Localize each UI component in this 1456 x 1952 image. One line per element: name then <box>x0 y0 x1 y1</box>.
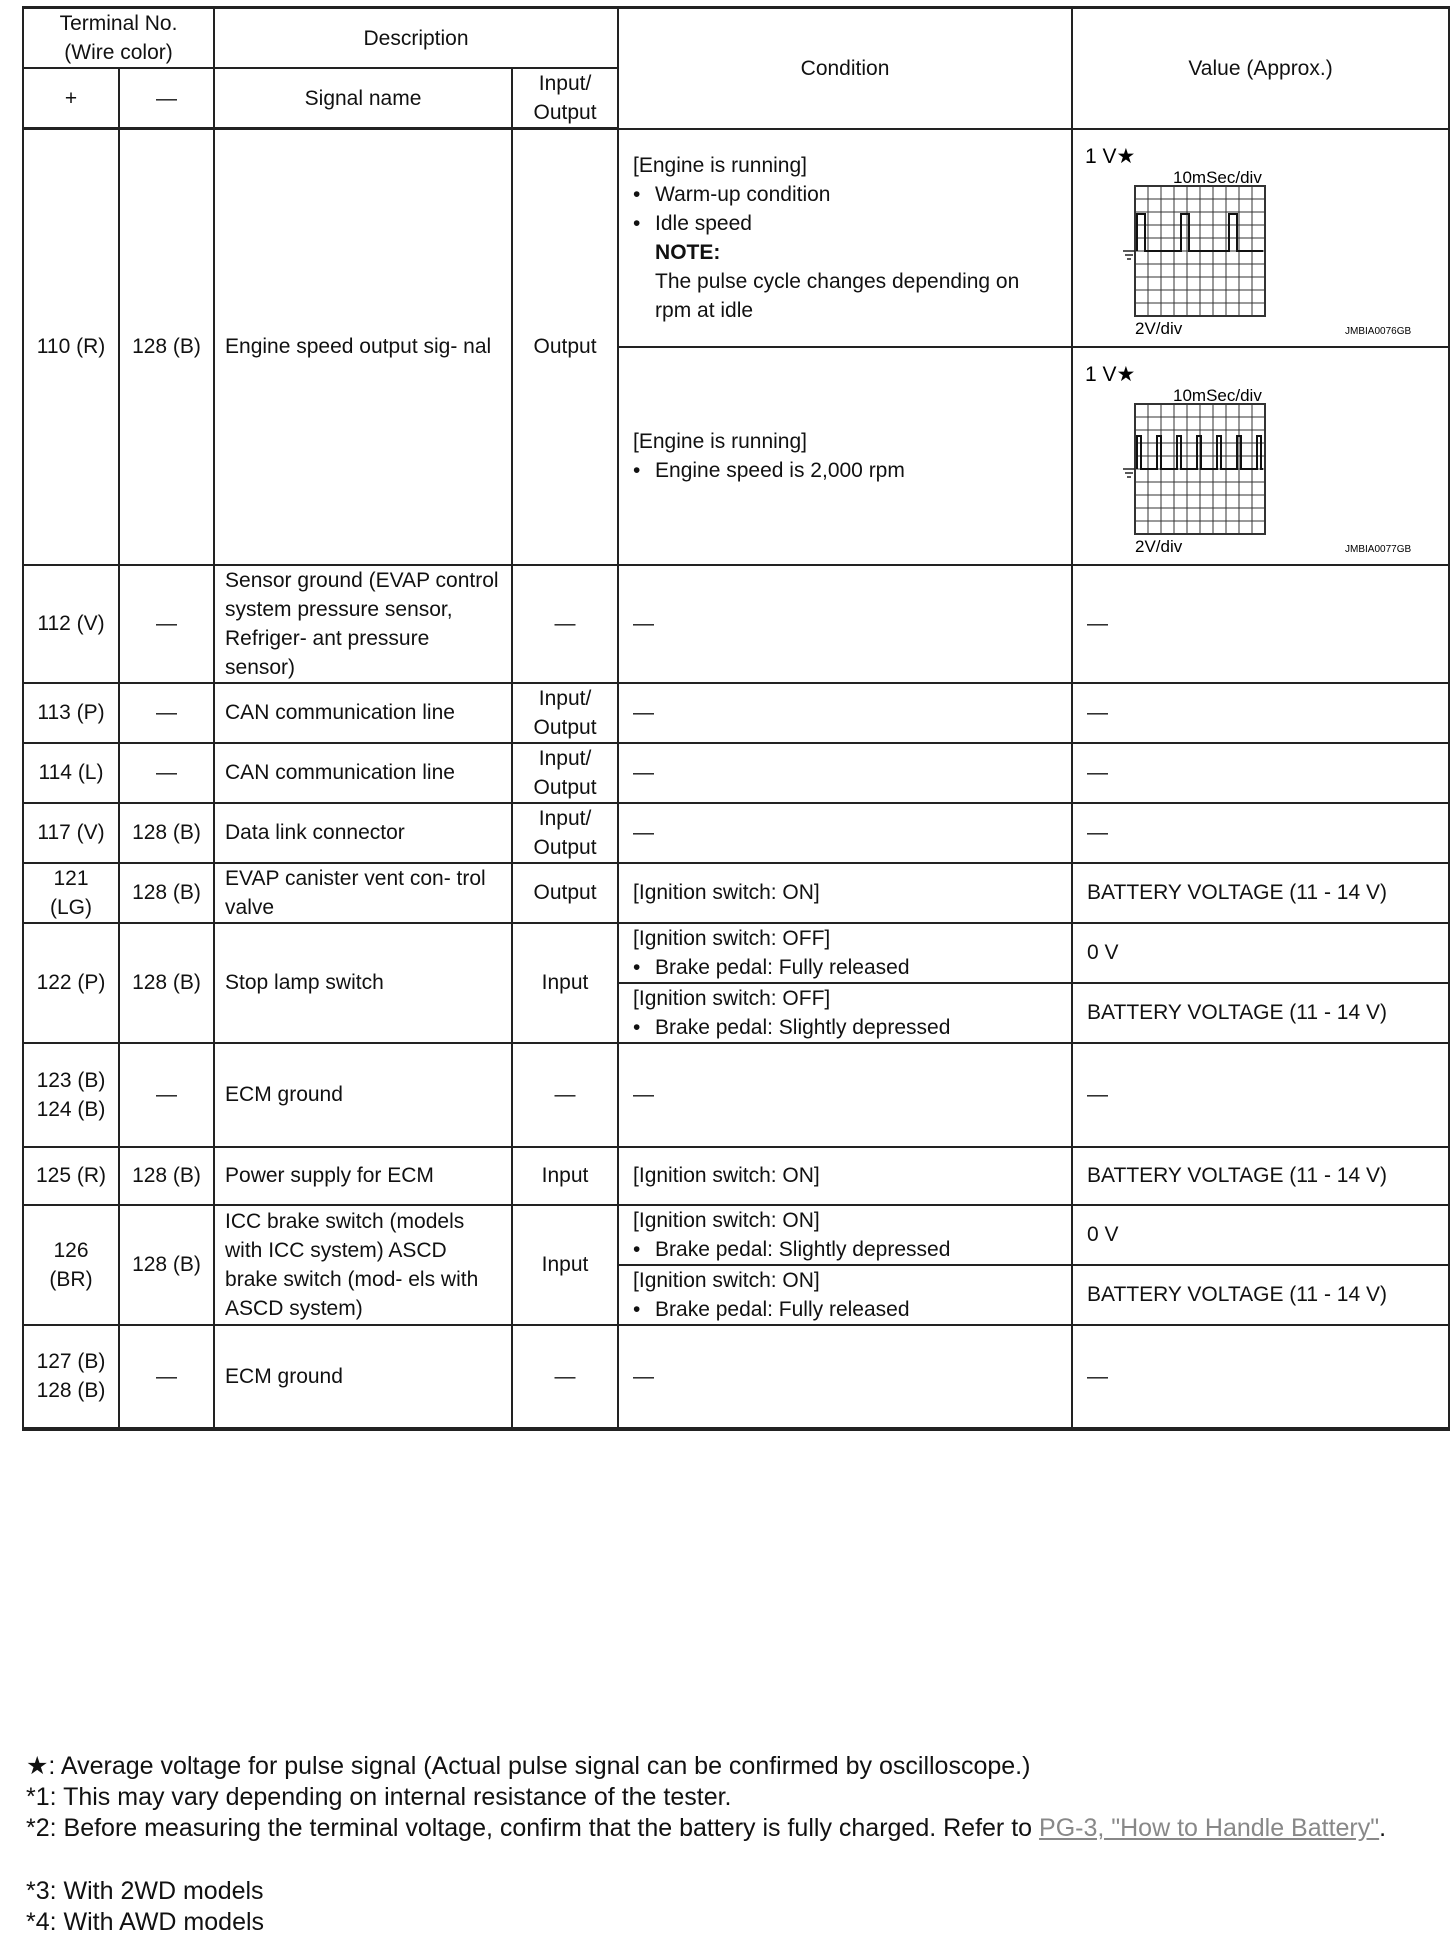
signal-name: EVAP canister vent con- trol valve <box>214 863 512 923</box>
input-output: Input/ Output <box>512 803 618 863</box>
footnote-2-end: . <box>1379 1814 1387 1842</box>
ground-symbol <box>1123 251 1135 259</box>
terminal-plus: 114 (L) <box>23 743 119 803</box>
waveform-value <box>1072 347 1449 565</box>
image-code: JMBIA0077GB <box>1345 543 1412 555</box>
condition <box>618 983 1072 1043</box>
condition-bullet: • Brake pedal: Slightly depressed <box>633 1013 1061 1042</box>
input-output: Input <box>512 923 618 1043</box>
condition <box>618 347 1072 565</box>
footnote-2-text: *2: Before measuring the terminal voltage, confirm that the battery is fully charged. Refer to <box>26 1814 1040 1842</box>
signal-name: Power supply for ECM <box>214 1147 512 1205</box>
table-row <box>23 1043 1449 1147</box>
condition-bullet: • Idle speed <box>633 209 1061 238</box>
oscilloscope-graph <box>1073 348 1448 562</box>
terminal-plus: 123 (B) 124 (B) <box>23 1043 119 1147</box>
terminal-minus: — <box>119 565 214 683</box>
value: — <box>1072 1043 1449 1147</box>
condition-bullet: • Engine speed is 2,000 rpm <box>633 456 1061 485</box>
condition-title: [Ignition switch: ON] <box>633 1208 820 1232</box>
input-output: Input <box>512 1205 618 1325</box>
terminal-plus: 122 (P) <box>23 923 119 1043</box>
table-row <box>23 1325 1449 1429</box>
terminal-plus: 112 (V) <box>23 565 119 683</box>
terminal-minus: 128 (B) <box>119 803 214 863</box>
input-output: Output <box>512 863 618 923</box>
terminal-minus: — <box>119 743 214 803</box>
terminal-minus: — <box>119 683 214 743</box>
terminal-minus: 128 (B) <box>119 923 214 1043</box>
time-div-label: 10mSec/div <box>1173 385 1262 405</box>
signal-name: Engine speed output sig- nal <box>214 129 512 565</box>
footnote-3: *3: With 2WD models <box>26 1877 264 1905</box>
terminal-minus: — <box>119 1325 214 1429</box>
condition: [Ignition switch: ON] <box>618 1147 1072 1205</box>
input-output: Output <box>512 129 618 565</box>
condition <box>618 1265 1072 1325</box>
terminal-minus: 128 (B) <box>119 129 214 565</box>
value-title: 1 V★ <box>1085 144 1136 168</box>
terminal-plus: 110 (R) <box>23 129 119 565</box>
header-plus: + <box>23 68 119 129</box>
pulse-trace <box>1137 436 1263 469</box>
input-output: Input <box>512 1147 618 1205</box>
condition: — <box>618 743 1072 803</box>
condition-title: [Ignition switch: OFF] <box>633 986 831 1010</box>
condition: — <box>618 1043 1072 1147</box>
image-code: JMBIA0076GB <box>1345 325 1412 337</box>
waveform-value <box>1072 129 1449 347</box>
header-condition: Condition <box>618 8 1072 129</box>
value: 0 V <box>1072 923 1449 983</box>
terminal-minus: 128 (B) <box>119 863 214 923</box>
condition: — <box>618 1325 1072 1429</box>
footnote-4: *4: With AWD models <box>26 1908 265 1936</box>
table-row <box>23 1205 1449 1265</box>
value: BATTERY VOLTAGE (11 - 14 V) <box>1072 1147 1449 1205</box>
condition-title: [Ignition switch: ON] <box>633 1268 820 1292</box>
footnote-star: ★: Average voltage for pulse signal (Actual pulse signal can be confirmed by oscilloscope.) <box>26 1752 1031 1780</box>
value: — <box>1072 1325 1449 1429</box>
oscilloscope-graph <box>1073 130 1448 344</box>
table-row <box>23 565 1449 683</box>
condition <box>618 923 1072 983</box>
condition: [Ignition switch: ON] <box>618 863 1072 923</box>
header-value: Value (Approx.) <box>1072 8 1449 129</box>
terminal-plus: 117 (V) <box>23 803 119 863</box>
time-div-label: 10mSec/div <box>1173 167 1262 187</box>
input-output: — <box>512 565 618 683</box>
condition-bullet: • Brake pedal: Fully released <box>633 953 1061 982</box>
value: — <box>1072 683 1449 743</box>
table-row <box>23 863 1449 923</box>
value: BATTERY VOLTAGE (11 - 14 V) <box>1072 1265 1449 1325</box>
table-row <box>23 129 1449 347</box>
condition-title: [Ignition switch: OFF] <box>633 926 831 950</box>
value: — <box>1072 565 1449 683</box>
condition-bullet: • Brake pedal: Fully released <box>633 1295 1061 1324</box>
input-output: — <box>512 1325 618 1429</box>
table-row <box>23 803 1449 863</box>
input-output: Input/ Output <box>512 683 618 743</box>
input-output: Input/ Output <box>512 743 618 803</box>
table-row <box>23 743 1449 803</box>
terminal-plus: 127 (B) 128 (B) <box>23 1325 119 1429</box>
condition: — <box>618 803 1072 863</box>
header-signal-name: Signal name <box>214 68 512 129</box>
note-text: The pulse cycle changes depending on rpm at idle <box>655 269 1020 322</box>
header-input-output: Input/ Output <box>512 68 618 129</box>
signal-name: ECM ground <box>214 1043 512 1147</box>
signal-name: CAN communication line <box>214 743 512 803</box>
terminal-minus: 128 (B) <box>119 1205 214 1325</box>
condition <box>618 1205 1072 1265</box>
header-terminal-no: Terminal No. (Wire color) <box>23 8 214 69</box>
note-label: NOTE: <box>655 240 721 264</box>
signal-name: Stop lamp switch <box>214 923 512 1043</box>
input-output: — <box>512 1043 618 1147</box>
signal-name: CAN communication line <box>214 683 512 743</box>
signal-name: Data link connector <box>214 803 512 863</box>
volt-div-label: 2V/div <box>1135 318 1183 338</box>
terminal-minus: — <box>119 1043 214 1147</box>
value: BATTERY VOLTAGE (11 - 14 V) <box>1072 983 1449 1043</box>
terminal-plus: 113 (P) <box>23 683 119 743</box>
value: 0 V <box>1072 1205 1449 1265</box>
table-row <box>23 683 1449 743</box>
condition-bullet: • Warm-up condition <box>633 180 1061 209</box>
value: BATTERY VOLTAGE (11 - 14 V) <box>1072 863 1449 923</box>
condition <box>618 129 1072 347</box>
terminal-plus: 121 (LG) <box>23 863 119 923</box>
condition-title: [Engine is running] <box>633 429 807 453</box>
terminal-plus: 125 (R) <box>23 1147 119 1205</box>
footnote-2 <box>26 1813 1444 1844</box>
battery-reference-link[interactable]: PG-3, "How to Handle Battery" <box>1039 1814 1380 1842</box>
footnote-1: *1: This may vary depending on internal resistance of the tester. <box>26 1783 732 1811</box>
table-row <box>23 923 1449 983</box>
value-title: 1 V★ <box>1085 362 1136 386</box>
terminal-plus: 126 (BR) <box>23 1205 119 1325</box>
condition: — <box>618 683 1072 743</box>
terminal-minus: 128 (B) <box>119 1147 214 1205</box>
condition-bullet: • Brake pedal: Slightly depressed <box>633 1235 1061 1264</box>
volt-div-label: 2V/div <box>1135 536 1183 556</box>
terminal-table <box>22 6 1450 1431</box>
header-description: Description <box>214 8 618 69</box>
condition-title: [Engine is running] <box>633 153 807 177</box>
header-minus: — <box>119 68 214 129</box>
condition: — <box>618 565 1072 683</box>
value: — <box>1072 803 1449 863</box>
table-row <box>23 1147 1449 1205</box>
signal-name: ICC brake switch (models with ICC system) ASCD brake switch (mod- els with ASCD system) <box>214 1205 512 1325</box>
value: — <box>1072 743 1449 803</box>
signal-name: ECM ground <box>214 1325 512 1429</box>
signal-name: Sensor ground (EVAP control system pressure sensor, Refriger- ant pressure sensor) <box>214 565 512 683</box>
ground-symbol <box>1123 469 1135 477</box>
